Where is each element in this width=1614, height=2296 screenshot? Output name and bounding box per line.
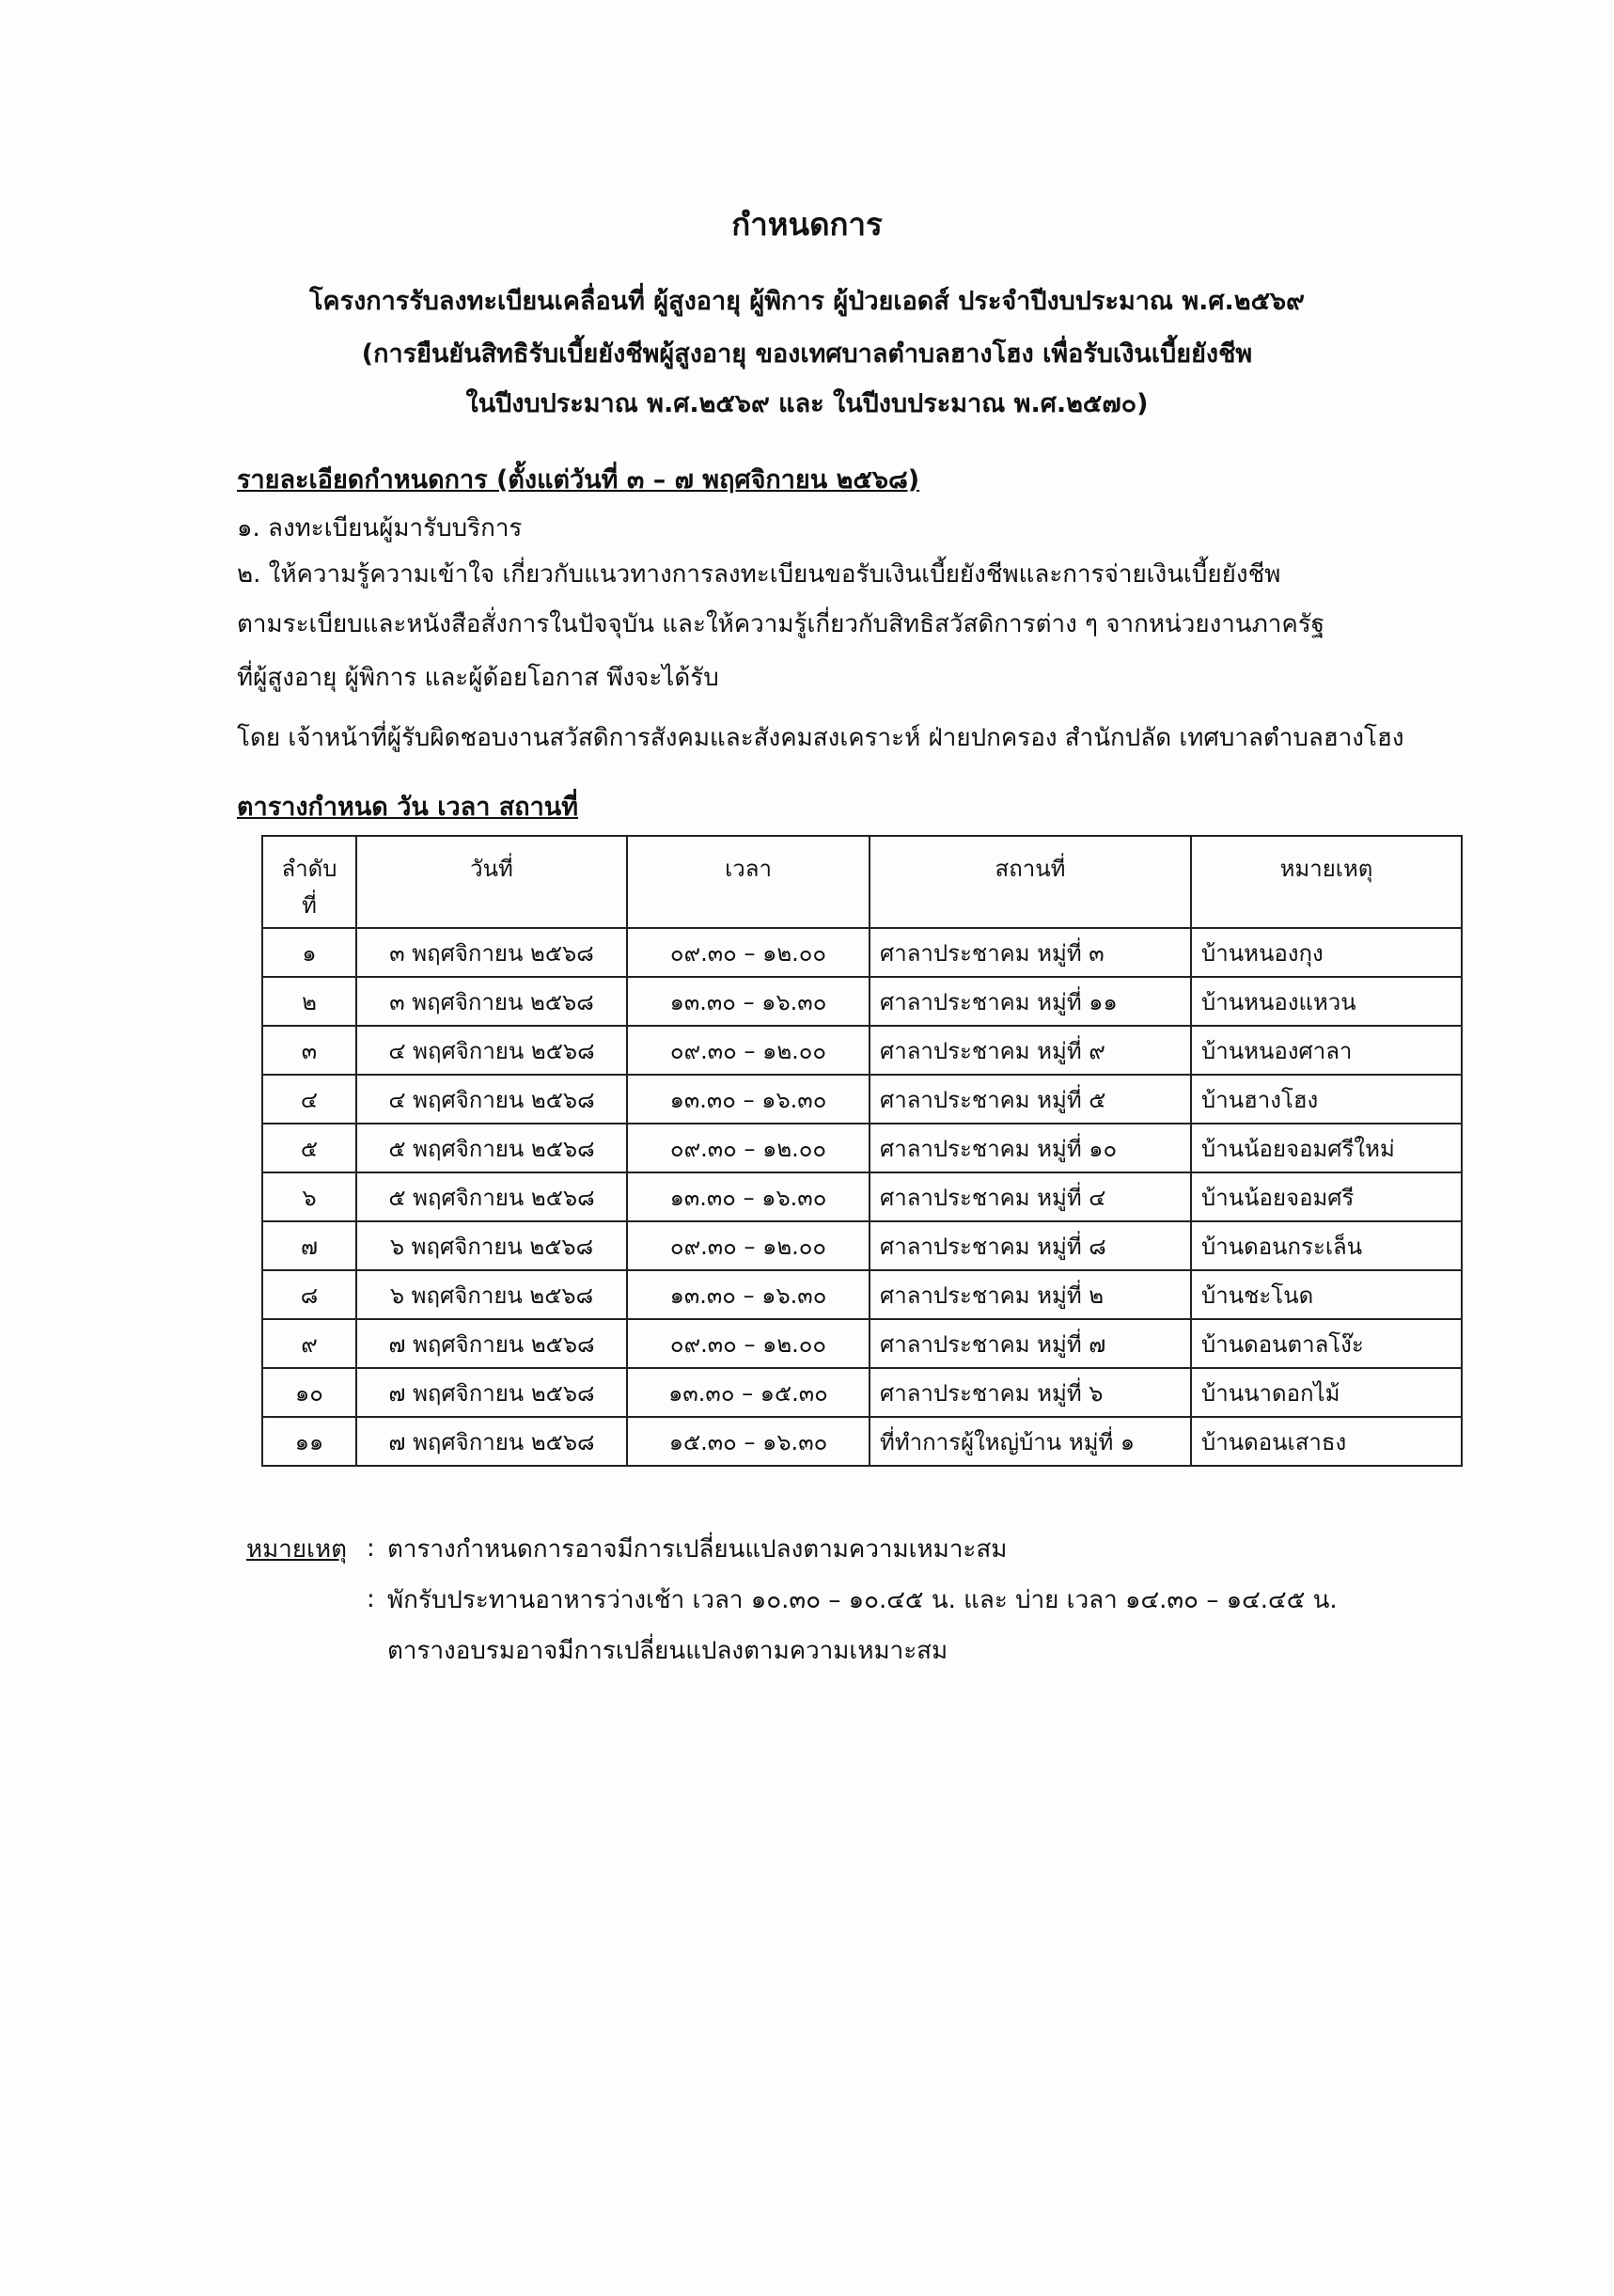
cell-time: ๑๓.๓๐ – ๑๖.๓๐ xyxy=(627,1075,870,1124)
note-row-2 xyxy=(246,1574,1338,1625)
notes-separator: : xyxy=(367,1534,375,1563)
document-title: กำหนดการ xyxy=(731,206,883,243)
cell-no: ๑๐ xyxy=(262,1368,356,1417)
table-row xyxy=(262,1075,1462,1124)
cell-no: ๑ xyxy=(262,928,356,977)
note-line-2: พักรับประทานอาหารว่างเช้า เวลา ๑๐.๓๐ – ๑๐.๔๕ น. และ บ่าย เวลา ๑๔.๓๐ – ๑๔.๔๕ น. xyxy=(387,1585,1338,1614)
cell-time: ๐๙.๓๐ – ๑๒.๐๐ xyxy=(627,1221,870,1270)
cell-place: ศาลาประชาคม หมู่ที่ ๑๑ xyxy=(870,977,1191,1026)
cell-remark: บ้านหนองศาลา xyxy=(1191,1026,1462,1075)
header-time: เวลา xyxy=(627,836,870,928)
cell-date: ๗ พฤศจิกายน ๒๕๖๘ xyxy=(356,1319,627,1368)
schedule-heading: ตารางกำหนด วัน เวลา สถานที่ xyxy=(237,793,578,822)
table-row xyxy=(262,1368,1462,1417)
table-row xyxy=(262,1417,1462,1466)
cell-no: ๕ xyxy=(262,1124,356,1172)
cell-remark: บ้านฮางโฮง xyxy=(1191,1075,1462,1124)
cell-place: ศาลาประชาคม หมู่ที่ ๙ xyxy=(870,1026,1191,1075)
details-item-2: ๒. ให้ความรู้ความเข้าใจ เกี่ยวกับแนวทางการลงทะเบียนขอรับเงินเบี้ยยังชีพและการจ่ายเงินเบี้ยยังชีพ xyxy=(237,560,1281,589)
cell-date: ๖ พฤศจิกายน ๒๕๖๘ xyxy=(356,1270,627,1319)
cell-date: ๖ พฤศจิกายน ๒๕๖๘ xyxy=(356,1221,627,1270)
cell-time: ๑๓.๓๐ – ๑๖.๓๐ xyxy=(627,1270,870,1319)
cell-time: ๑๓.๓๐ – ๑๕.๓๐ xyxy=(627,1368,870,1417)
table-row xyxy=(262,1270,1462,1319)
cell-no: ๗ xyxy=(262,1221,356,1270)
cell-remark: บ้านนาดอกไม้ xyxy=(1191,1368,1462,1417)
cell-place: ศาลาประชาคม หมู่ที่ ๔ xyxy=(870,1172,1191,1221)
cell-place: ศาลาประชาคม หมู่ที่ ๕ xyxy=(870,1075,1191,1124)
note-row-3 xyxy=(246,1625,1338,1675)
cell-date: ๕ พฤศจิกายน ๒๕๖๘ xyxy=(356,1172,627,1221)
header-date: วันที่ xyxy=(356,836,627,928)
table-header-row xyxy=(262,836,1462,928)
header-no-line1: ลำดับ xyxy=(281,856,337,882)
cell-place: ศาลาประชาคม หมู่ที่ ๓ xyxy=(870,928,1191,977)
header-remark: หมายเหตุ xyxy=(1191,836,1462,928)
cell-date: ๗ พฤศจิกายน ๒๕๖๘ xyxy=(356,1368,627,1417)
notes-label: หมายเหตุ xyxy=(246,1534,348,1564)
cell-date: ๓ พฤศจิกายน ๒๕๖๘ xyxy=(356,977,627,1026)
cell-place: ศาลาประชาคม หมู่ที่ ๒ xyxy=(870,1270,1191,1319)
table-row xyxy=(262,928,1462,977)
cell-remark: บ้านน้อยจอมศรีใหม่ xyxy=(1191,1124,1462,1172)
cell-place: ศาลาประชาคม หมู่ที่ ๖ xyxy=(870,1368,1191,1417)
cell-remark: บ้านดอนตาลโง๊ะ xyxy=(1191,1319,1462,1368)
table-row xyxy=(262,977,1462,1026)
cell-time: ๐๙.๓๐ – ๑๒.๐๐ xyxy=(627,1026,870,1075)
cell-place: ศาลาประชาคม หมู่ที่ ๗ xyxy=(870,1319,1191,1368)
details-heading: รายละเอียดกำหนดการ (ตั้งแต่วันที่ ๓ – ๗ พฤศจิกายน ๒๕๖๘) xyxy=(237,465,920,495)
details-item-2-cont: ตามระเบียบและหนังสือสั่งการในปัจจุบัน และให้ความรู้เกี่ยวกับสิทธิสวัสดิการต่าง ๆ จากหน่วยงานภาครัฐ xyxy=(237,610,1325,638)
cell-no: ๑๑ xyxy=(262,1417,356,1466)
cell-remark: บ้านหนองกุง xyxy=(1191,928,1462,977)
table-row xyxy=(262,1221,1462,1270)
header-no-line2: ที่ xyxy=(302,892,317,919)
table-row xyxy=(262,1172,1462,1221)
cell-no: ๘ xyxy=(262,1270,356,1319)
table-row xyxy=(262,1319,1462,1368)
cell-place: ศาลาประชาคม หมู่ที่ ๑๐ xyxy=(870,1124,1191,1172)
cell-remark: บ้านชะโนด xyxy=(1191,1270,1462,1319)
cell-no: ๖ xyxy=(262,1172,356,1221)
cell-time: ๑๕.๓๐ – ๑๖.๓๐ xyxy=(627,1417,870,1466)
note-line-3: ตารางอบรมอาจมีการเปลี่ยนแปลงตามความเหมาะสม xyxy=(387,1636,948,1665)
cell-time: ๑๓.๓๐ – ๑๖.๓๐ xyxy=(627,1172,870,1221)
cell-place: ศาลาประชาคม หมู่ที่ ๘ xyxy=(870,1221,1191,1270)
responsible-line: โดย เจ้าหน้าที่ผู้รับผิดชอบงานสวัสดิการสังคมและสังคมสงเคราะห์ ฝ่ายปกครอง สำนักปลัด เทศบาลตำบลฮางโฮง xyxy=(237,724,1404,752)
notes-separator-2: : xyxy=(367,1585,375,1613)
details-item-1: ๑. ลงทะเบียนผู้มารับบริการ xyxy=(237,514,523,543)
cell-time: ๑๓.๓๐ – ๑๖.๓๐ xyxy=(627,977,870,1026)
cell-time: ๐๙.๓๐ – ๑๒.๐๐ xyxy=(627,928,870,977)
cell-no: ๔ xyxy=(262,1075,356,1124)
note-row-1 xyxy=(246,1523,1338,1574)
subtitle-line-3: ในปีงบประมาณ พ.ศ.๒๕๖๙ และ ในปีงบประมาณ พ.ศ.๒๕๗๐) xyxy=(465,389,1149,418)
cell-no: ๙ xyxy=(262,1319,356,1368)
schedule-table xyxy=(261,835,1463,1467)
cell-date: ๓ พฤศจิกายน ๒๕๖๘ xyxy=(356,928,627,977)
table-row xyxy=(262,1124,1462,1172)
cell-date: ๔ พฤศจิกายน ๒๕๖๘ xyxy=(356,1075,627,1124)
cell-remark: บ้านหนองแหวน xyxy=(1191,977,1462,1026)
details-item-2-cont-2: ที่ผู้สูงอายุ ผู้พิการ และผู้ด้อยโอกาส พึงจะได้รับ xyxy=(237,664,719,692)
cell-no: ๒ xyxy=(262,977,356,1026)
table-row xyxy=(262,1026,1462,1075)
note-line-1: ตารางกำหนดการอาจมีการเปลี่ยนแปลงตามความเหมาะสม xyxy=(387,1534,1008,1564)
header-no xyxy=(262,836,356,928)
cell-date: ๕ พฤศจิกายน ๒๕๖๘ xyxy=(356,1124,627,1172)
subtitle-line-2: (การยืนยันสิทธิรับเบี้ยยังชีพผู้สูงอายุ ของเทศบาลตำบลฮางโฮง เพื่อรับเงินเบี้ยยังชีพ xyxy=(361,339,1253,369)
cell-no: ๓ xyxy=(262,1026,356,1075)
cell-time: ๐๙.๓๐ – ๑๒.๐๐ xyxy=(627,1124,870,1172)
header-place: สถานที่ xyxy=(870,836,1191,928)
notes-section xyxy=(246,1523,1338,1675)
cell-date: ๗ พฤศจิกายน ๒๕๖๘ xyxy=(356,1417,627,1466)
subtitle-line-1: โครงการรับลงทะเบียนเคลื่อนที่ ผู้สูงอายุ ผู้พิการ ผู้ป่วยเอดส์ ประจำปีงบประมาณ พ.ศ.๒๕๖๙ xyxy=(309,287,1305,316)
cell-date: ๔ พฤศจิกายน ๒๕๖๘ xyxy=(356,1026,627,1075)
cell-remark: บ้านดอนเสาธง xyxy=(1191,1417,1462,1466)
cell-time: ๐๙.๓๐ – ๑๒.๐๐ xyxy=(627,1319,870,1368)
cell-remark: บ้านดอนกระเล็น xyxy=(1191,1221,1462,1270)
cell-place: ที่ทำการผู้ใหญ่บ้าน หมู่ที่ ๑ xyxy=(870,1417,1191,1466)
cell-remark: บ้านน้อยจอมศรี xyxy=(1191,1172,1462,1221)
